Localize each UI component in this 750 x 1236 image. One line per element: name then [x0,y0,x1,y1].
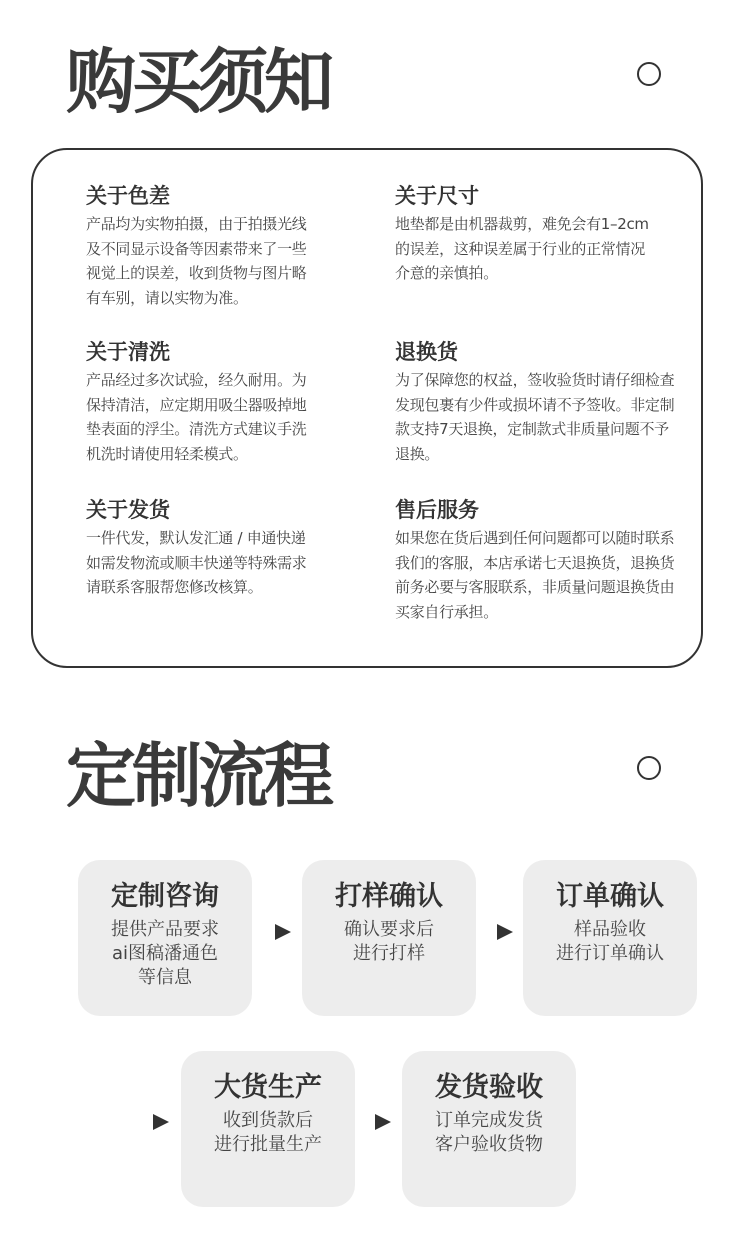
circle-icon [637,62,661,86]
notice-heading: 退换货 [395,340,458,364]
step-line: 进行打样 [353,943,425,964]
notice-item-shipping [86,496,386,600]
notice-text: 如果您在货后遇到任何问题都可以随时联系 我们的客服，本店承诺七天退换货，退换货 前务必要与客服联系，非质量问题退换货由 买家自行承担。 [395,529,675,621]
process-step-sample [302,860,476,1016]
step-title: 发货验收 [435,1072,543,1103]
step-line: ai图稿潘通色 [111,943,219,964]
arrow-right-icon [375,1114,391,1130]
step-line: 等信息 [138,967,192,988]
step-line: 进行订单确认 [556,943,664,964]
arrow-right-icon [275,924,291,940]
process-step-order [523,860,697,1016]
notice-item-color [86,182,386,310]
arrow-right-icon [153,1114,169,1130]
step-line: 收到货款后 [223,1110,313,1131]
notice-heading: 关于发货 [86,498,170,522]
step-title: 打样确认 [335,881,443,912]
step-line: 确认要求后 [344,919,434,940]
notice-item-return [395,338,695,466]
notice-item-washing [86,338,386,466]
step-title: 大货生产 [214,1072,322,1103]
step-line: 订单完成发货 [435,1110,543,1131]
process-step-production [181,1051,355,1207]
notice-text: 为了保障您的权益，签收验货时请仔细检查 发现包裹有少件或损坏请不予签收。非定制 款支持7天退换，定制款式非质量问题不予 退换。 [395,371,675,463]
notice-heading: 关于尺寸 [395,184,479,208]
notice-title: 购买须知 [66,41,330,123]
notice-heading: 关于色差 [86,184,170,208]
notice-text: 地垫都是由机器裁剪，难免会有1–2cm 的误差，这种误差属于行业的正常情况 介意的亲慎拍。 [395,215,649,282]
process-step-delivery [402,1051,576,1207]
circle-icon [637,756,661,780]
process-title: 定制流程 [66,735,330,817]
notice-text: 一件代发，默认发汇通 / 申通快递 如需发物流或顺丰快递等特殊需求 请联系客服帮您修改核算。 [86,529,307,596]
arrow-right-icon [497,924,513,940]
step-line: 样品验收 [574,919,646,940]
notice-heading: 关于清洗 [86,340,170,364]
step-line: 客户验收货物 [435,1134,543,1155]
notice-heading: 售后服务 [395,498,479,522]
notice-text: 产品经过多次试验，经久耐用。为 保持清洁，应定期用吸尘器吸掉地 垫表面的浮尘。清洗方式建议手洗 机洗时请使用轻柔模式。 [86,371,307,463]
notice-text: 产品均为实物拍摄，由于拍摄光线 及不同显示设备等因素带来了一些 视觉上的误差，收到货物与图片略 有车别，请以实物为准。 [86,215,307,307]
notice-box [31,148,703,668]
process-step-consult [78,860,252,1016]
notice-item-aftersales [395,496,695,624]
notice-item-size [395,182,695,286]
step-title: 定制咨询 [111,881,219,912]
step-line: 进行批量生产 [214,1134,322,1155]
step-title: 订单确认 [556,881,664,912]
step-line: 提供产品要求 [111,919,219,940]
